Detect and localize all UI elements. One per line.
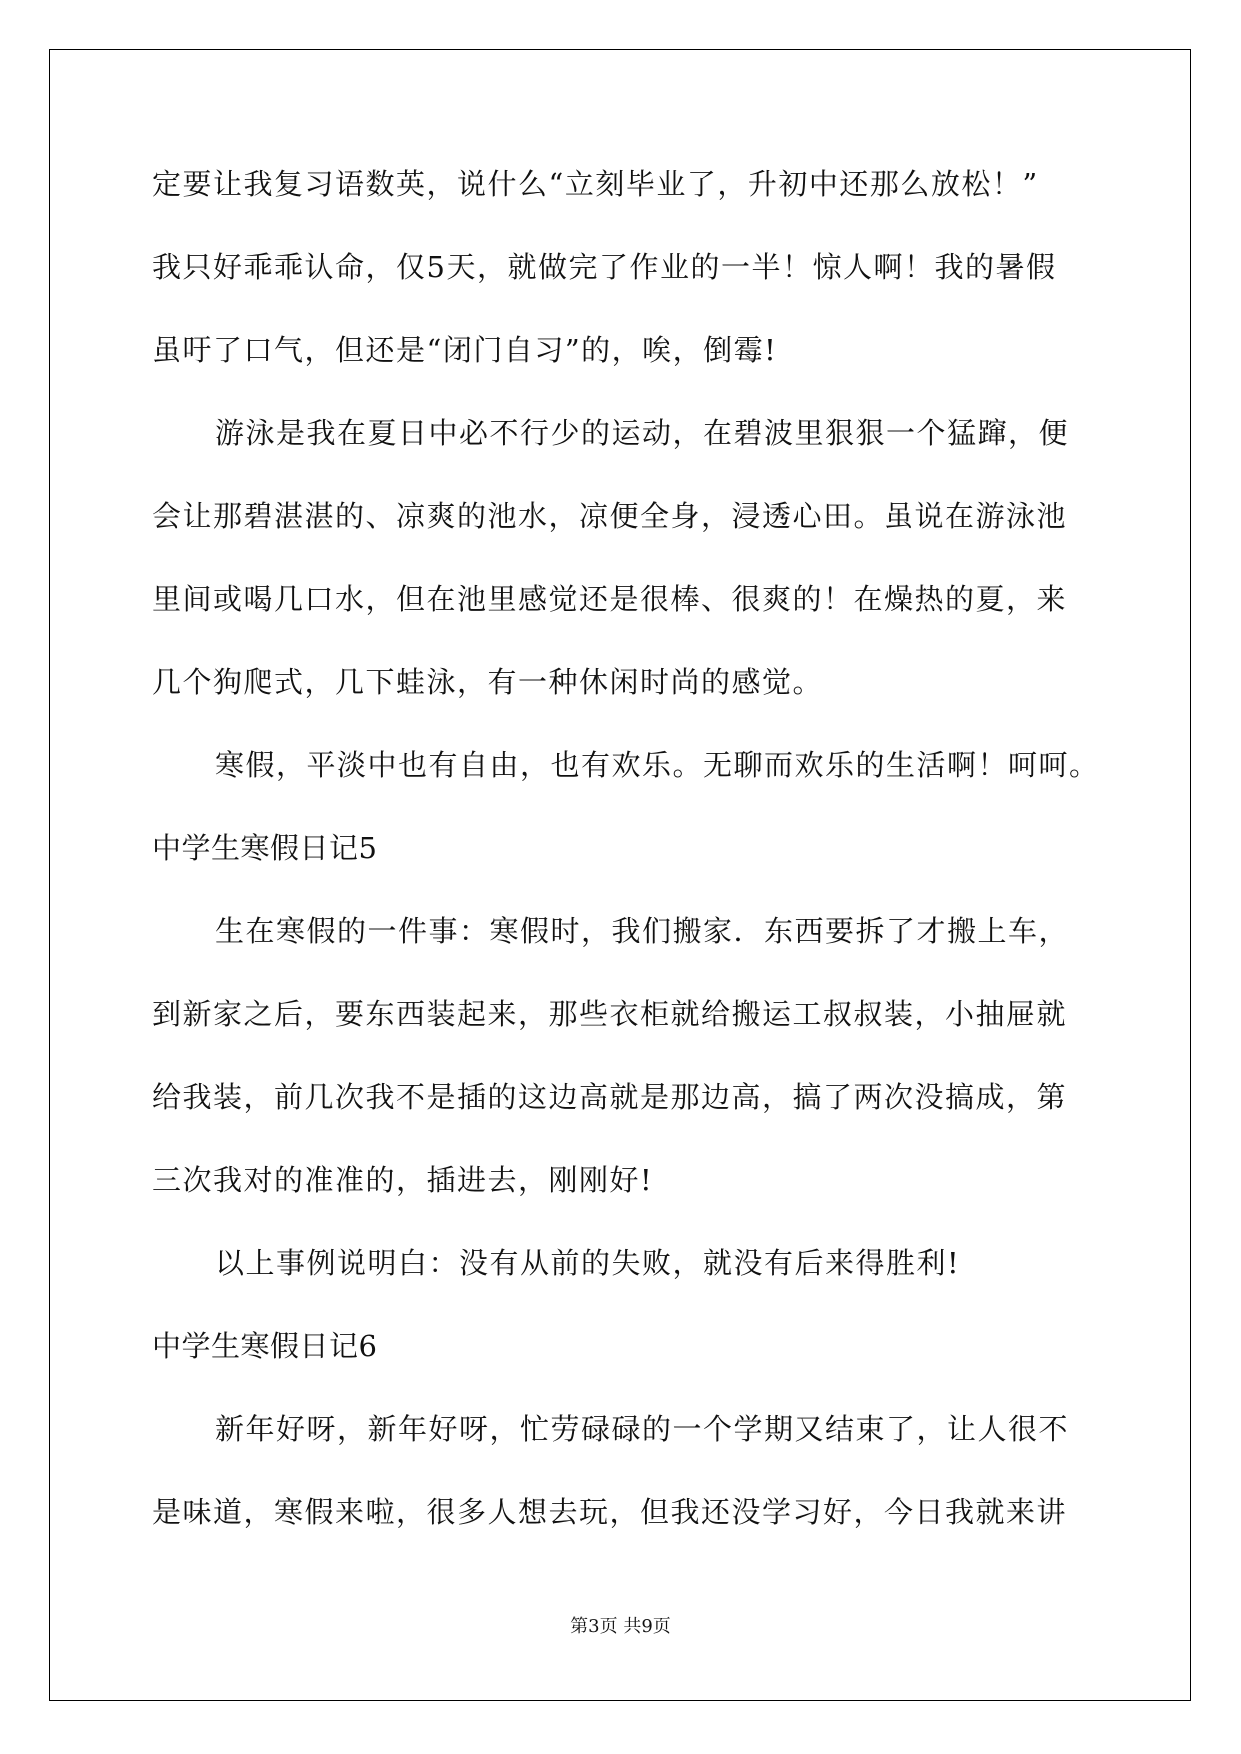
text-line: 我只好乖乖认命，仅5天，就做完了作业的一半！惊人啊！我的暑假 — [152, 250, 1057, 284]
page-border — [49, 49, 1191, 1701]
paragraph-start: 新年好呀，新年好呀，忙劳碌碌的一个学期又结束了，让人很不 — [215, 1412, 1070, 1446]
text-line: 会让那碧湛湛的、凉爽的池水，凉便全身，浸透心田。虽说在游泳池 — [152, 499, 1068, 533]
text-line: 定要让我复习语数英，说什么“立刻毕业了，升初中还那么放松！” — [152, 167, 1039, 201]
paragraph-start: 游泳是我在夏日中必不行少的运动，在碧波里狠狠一个猛蹿，便 — [215, 416, 1070, 450]
paragraph-start: 以上事例说明白：没有从前的失败，就没有后来得胜利! — [215, 1246, 961, 1280]
text-line: 几个狗爬式，几下蛙泳，有一种休闲时尚的感觉。 — [152, 665, 824, 699]
page-number: 第3页 共9页 — [570, 1616, 671, 1637]
paragraph-start: 寒假，平淡中也有自由，也有欢乐。无聊而欢乐的生活啊！呵呵。 — [215, 748, 1100, 782]
text-line: 虽吁了口气，但还是“闭门自习”的，唉，倒霉! — [152, 333, 778, 367]
paragraph-start: 生在寒假的一件事：寒假时，我们搬家．东西要拆了才搬上车， — [215, 914, 1070, 948]
section-heading: 中学生寒假日记5 — [152, 831, 378, 865]
section-heading: 中学生寒假日记6 — [152, 1329, 378, 1363]
text-line: 三次我对的准准的，插进去，刚刚好! — [152, 1163, 654, 1197]
text-line: 里间或喝几口水，但在池里感觉还是很棒、很爽的！在燥热的夏，来 — [152, 582, 1068, 616]
text-line: 是味道，寒假来啦，很多人想去玩，但我还没学习好，今日我就来讲 — [152, 1495, 1068, 1529]
text-line: 到新家之后，要东西装起来，那些衣柜就给搬运工叔叔装，小抽屉就 — [152, 997, 1068, 1031]
text-line: 给我装，前几次我不是插的这边高就是那边高，搞了两次没搞成，第 — [152, 1080, 1068, 1114]
